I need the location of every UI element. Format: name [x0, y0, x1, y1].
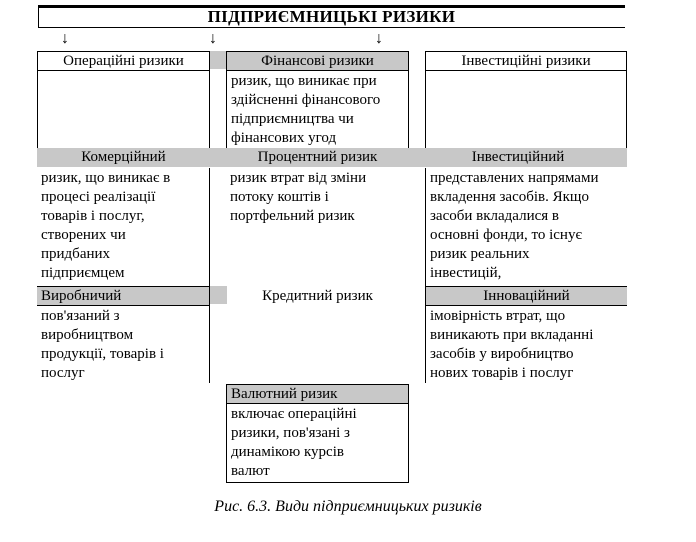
commercial-line-4: створених чи — [41, 227, 126, 243]
interest-line-3: портфельний ризик — [230, 208, 355, 224]
commercial-risk-description — [37, 168, 210, 287]
currency-risk-description — [227, 404, 408, 481]
title-bottom-border — [38, 27, 625, 28]
commercial-line-5: придбаних — [41, 246, 111, 262]
figure-caption: Рис. 6.3. Види підприємницьких ризиків — [214, 498, 482, 515]
financial-risks-description — [227, 71, 408, 148]
innovation-line-1: імовірність втрат, що — [430, 308, 566, 324]
innovation-risk-box — [425, 286, 627, 383]
interest-risk-description — [226, 168, 409, 234]
investment-line-5: ризик реальних — [430, 246, 530, 262]
financial-line-4: фінансових угод — [231, 130, 337, 146]
currency-line-4: валют — [231, 463, 270, 479]
connector-column-1 — [209, 51, 227, 69]
investment-risk-description — [425, 168, 627, 287]
innovation-line-3: засобів у виробництво — [430, 346, 574, 362]
operational-risks-label: Операційні ризики — [38, 52, 209, 71]
production-risk-label: Виробничий — [37, 287, 209, 306]
production-risk-box — [37, 286, 210, 383]
investment-line-6: інвестицій, — [430, 265, 502, 281]
interest-risk-label: Процентний ризик — [257, 149, 378, 165]
commercial-line-3: товарів і послуг, — [41, 208, 145, 224]
innovation-risk-label: Інноваційний — [426, 287, 627, 306]
credit-risk-label: Кредитний ризик — [262, 288, 373, 304]
arrow-middle: ↓ — [209, 30, 217, 47]
arrow-operational: ↓ — [61, 30, 69, 47]
connector-column-2 — [209, 286, 227, 304]
currency-line-3: динамікою курсів — [231, 444, 344, 460]
investment-line-4: основні фонди, то існує — [430, 227, 582, 243]
currency-risk-box — [226, 384, 409, 483]
financial-risks-label: Фінансові ризики — [227, 52, 408, 71]
commercial-line-6: підприємцем — [41, 265, 125, 281]
investment-line-2: вкладення засобів. Якщо — [430, 189, 589, 205]
arrow-financial: ↓ — [375, 30, 383, 47]
financial-line-1: ризик, що виникає при — [231, 73, 377, 89]
investment-line-1: представлених напрямами — [430, 170, 599, 186]
commercial-line-2: процесі реалізації — [41, 189, 156, 205]
diagram-title: ПІДПРИЄМНИЦЬКІ РИЗИКИ — [207, 7, 456, 26]
commercial-risk-label: Комерційний — [81, 149, 166, 165]
production-line-3: продукції, товарів і — [41, 346, 164, 362]
operational-risks-box — [37, 51, 210, 149]
financial-line-3: підприємництва чи — [231, 111, 354, 127]
production-line-4: послуг — [41, 365, 85, 381]
investment-risks-label: Інвестиційні ризики — [426, 52, 626, 71]
commercial-line-1: ризик, що виникає в — [41, 170, 171, 186]
investment-line-3: засоби вкладалися в — [430, 208, 559, 224]
currency-line-2: ризики, пов'язані з — [231, 425, 350, 441]
interest-line-2: потоку коштів і — [230, 189, 329, 205]
interest-line-1: ризик втрат від зміни — [230, 170, 367, 186]
innovation-risk-description — [426, 306, 627, 383]
production-risk-description — [37, 306, 209, 383]
innovation-line-2: виникають при вкладанні — [430, 327, 594, 343]
production-line-1: пов'язаний з — [41, 308, 120, 324]
financial-risks-box — [226, 51, 409, 149]
financial-line-2: здійсненні фінансового — [231, 92, 381, 108]
currency-line-1: включає операційні — [231, 406, 357, 422]
production-line-2: виробництвом — [41, 327, 134, 343]
investment-risk-label: Інвестиційний — [471, 149, 565, 165]
currency-risk-label: Валютний ризик — [227, 385, 408, 404]
innovation-line-4: нових товарів і послуг — [430, 365, 574, 381]
investment-risks-box — [425, 51, 627, 149]
